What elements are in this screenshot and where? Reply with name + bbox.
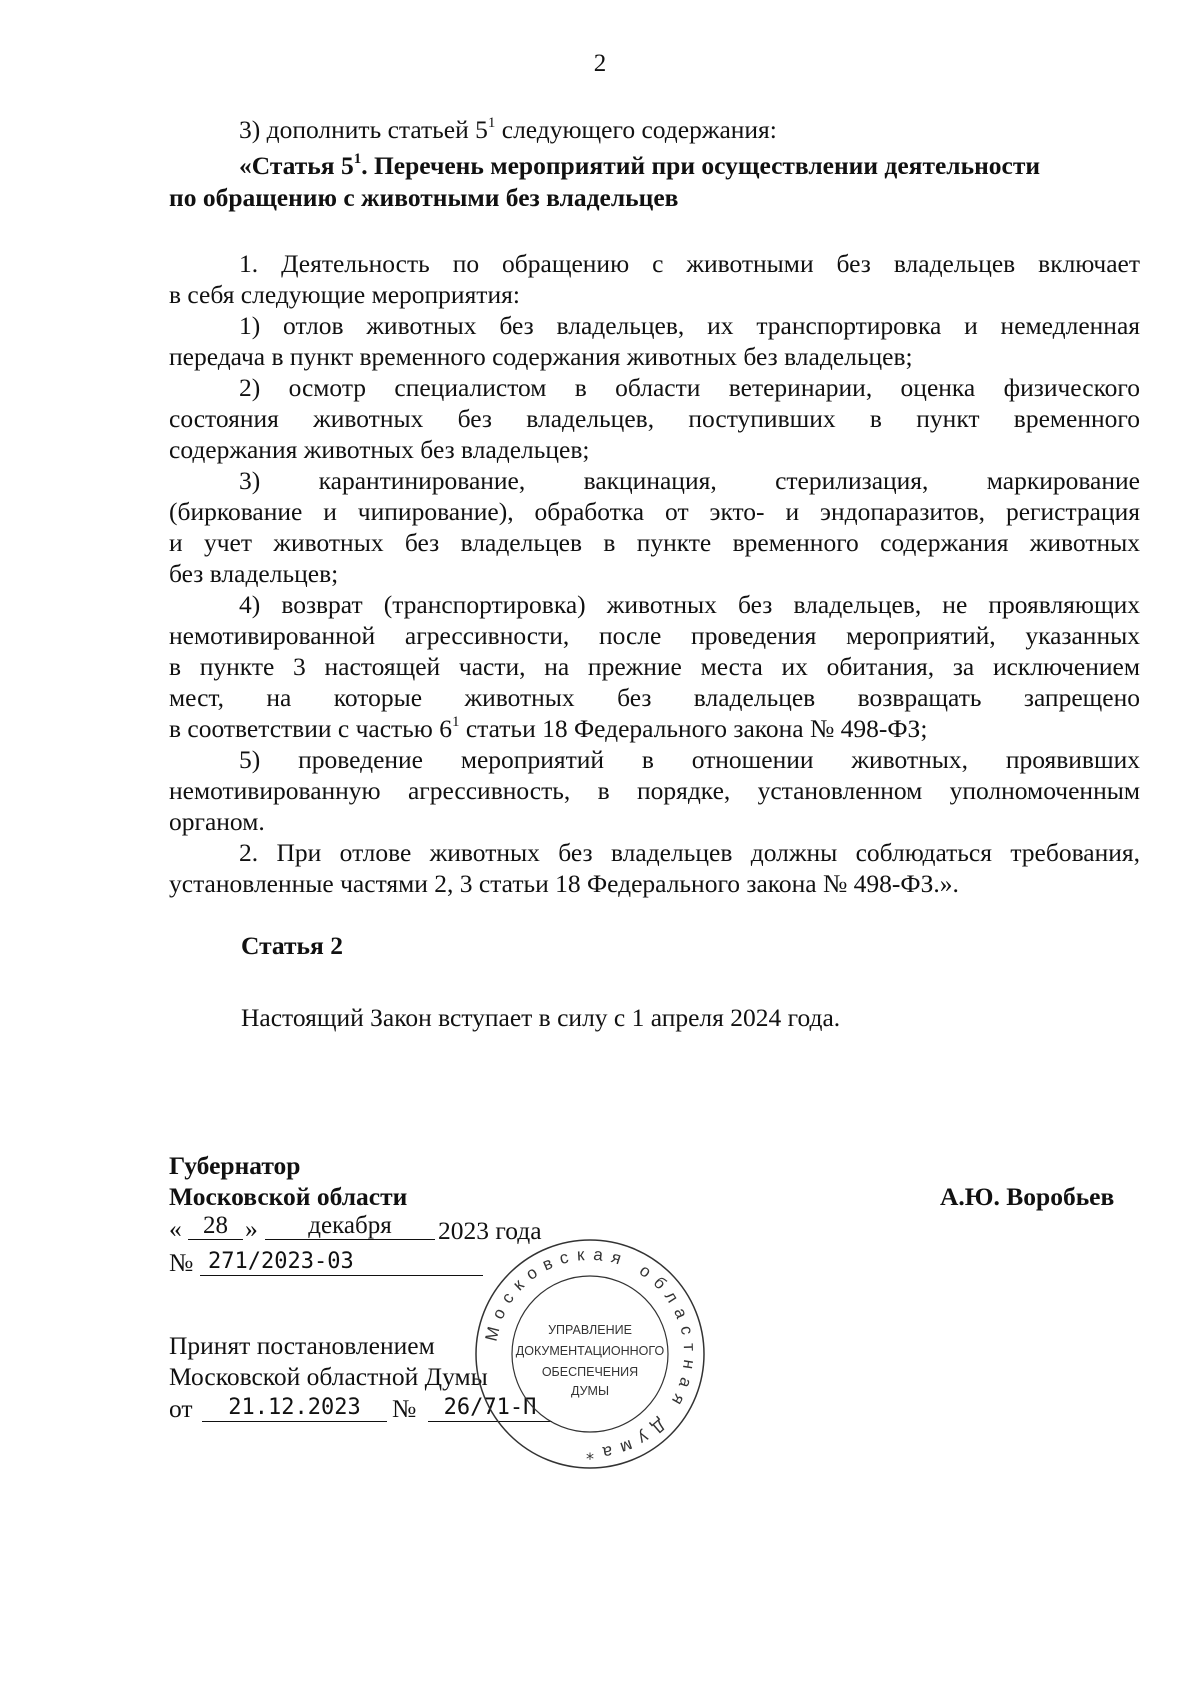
body-line-16-suffix: статьи 18 Федерального закона № 498-ФЗ; — [459, 714, 928, 743]
body-line-15: мест, на которые животных без владельцев возвращать запрещено — [169, 683, 1140, 712]
intro-text-suffix: следующего содержания: — [495, 115, 777, 144]
body-line-7: содержания животных без владельцев; — [169, 435, 590, 464]
adopted-date: 21.12.2023 — [202, 1395, 387, 1422]
article-2-title: Статья 2 — [241, 931, 343, 960]
date-open-quote: « — [169, 1214, 182, 1243]
date-month: декабря — [265, 1213, 435, 1240]
body-line-3: 1) отлов животных без владельцев, их транспортировка и немедленная — [239, 311, 1140, 340]
date-year: 2023 года — [438, 1216, 542, 1245]
body-line-18: немотивированную агрессивность, в порядке, установленном уполномоченным — [169, 776, 1140, 805]
stamp-center-line-4: ДУМЫ — [570, 1384, 610, 1398]
body-line-16-prefix: в соответствии с частью 6 — [169, 714, 452, 743]
adopted-line-1: Принят постановлением — [169, 1331, 435, 1360]
law-number: 271/2023-03 — [200, 1249, 483, 1276]
stamp-ring-text: Московская областная Дума — [481, 1244, 700, 1464]
amendment-intro — [239, 114, 1200, 145]
body-line-2: в себя следующие мероприятия: — [169, 280, 520, 309]
article-heading-line-1 — [239, 150, 1140, 181]
adopted-number: 26/71-П — [428, 1395, 552, 1422]
body-line-1: 1. Деятельность по обращению с животными без владельцев включает — [239, 249, 1140, 278]
date-close-quote: » — [245, 1214, 258, 1243]
body-line-11: без владельцев; — [169, 559, 339, 588]
body-line-20: 2. При отлове животных без владельцев должны соблюдаться требования, — [239, 838, 1140, 867]
heading-prefix: «Статья 5 — [239, 151, 354, 180]
official-stamp — [470, 1234, 710, 1474]
body-line-12: 4) возврат (транспортировка) животных без владельцев, не проявляющих — [239, 590, 1140, 619]
page-number: 2 — [593, 50, 607, 77]
intro-text-prefix: 3) дополнить статьей 5 — [239, 115, 488, 144]
body-line-4: передача в пункт временного содержания животных без владельцев; — [169, 342, 913, 371]
article-heading-line-2: по обращению с животными без владельцев — [169, 183, 679, 212]
body-line-5: 2) осмотр специалистом в области ветеринарии, оценка физического — [239, 373, 1140, 402]
stamp-star: * — [586, 1449, 594, 1468]
adopted-number-sign: № — [392, 1394, 417, 1423]
adopted-line-2: Московской областной Думы — [169, 1362, 488, 1391]
heading-superscript: 1 — [353, 151, 362, 167]
signer-title-line-2: Московской области — [169, 1182, 408, 1211]
stamp-center-line-3: ОБЕСПЕЧЕНИЯ — [541, 1365, 639, 1379]
body-line-8: 3) карантинирование, вакцинация, стерилизация, маркирование — [239, 466, 1140, 495]
adopted-from: от — [169, 1394, 193, 1423]
law-number-sign: № — [169, 1248, 194, 1277]
body-line-17: 5) проведение мероприятий в отношении животных, проявивших — [239, 745, 1140, 774]
body-line-9: (биркование и чипирование), обработка от экто- и эндопаразитов, регистрация — [169, 497, 1140, 526]
body-line-14: в пункте 3 настоящей части, на прежние места их обитания, за исключением — [169, 652, 1140, 681]
signer-name: А.Ю. Воробьев — [940, 1182, 1115, 1211]
body-line-10: и учет животных без владельцев в пункте временного содержания животных — [169, 528, 1140, 557]
body-line-13: немотивированной агрессивности, после проведения мероприятий, указанных — [169, 621, 1140, 650]
article-2-text: Настоящий Закон вступает в силу с 1 апреля 2024 года. — [241, 1003, 841, 1032]
signer-title-line-1: Губернатор — [169, 1151, 301, 1180]
date-day: 28 — [188, 1213, 243, 1240]
body-line-19: органом. — [169, 807, 265, 836]
body-line-16-superscript: 1 — [451, 714, 460, 730]
body-line-21: установленные частями 2, 3 статьи 18 Федерального закона № 498-ФЗ.». — [169, 869, 959, 898]
body-line-6: состояния животных без владельцев, поступивших в пункт временного — [169, 404, 1140, 433]
stamp-center-line-1: УПРАВЛЕНИЕ — [548, 1323, 632, 1337]
heading-line1-suffix: . Перечень мероприятий при осуществлении деятельности — [361, 151, 1041, 180]
stamp-center-line-2: ДОКУМЕНТАЦИОННОГО — [515, 1344, 665, 1358]
body-line-16 — [169, 713, 1140, 744]
intro-superscript: 1 — [487, 115, 496, 131]
